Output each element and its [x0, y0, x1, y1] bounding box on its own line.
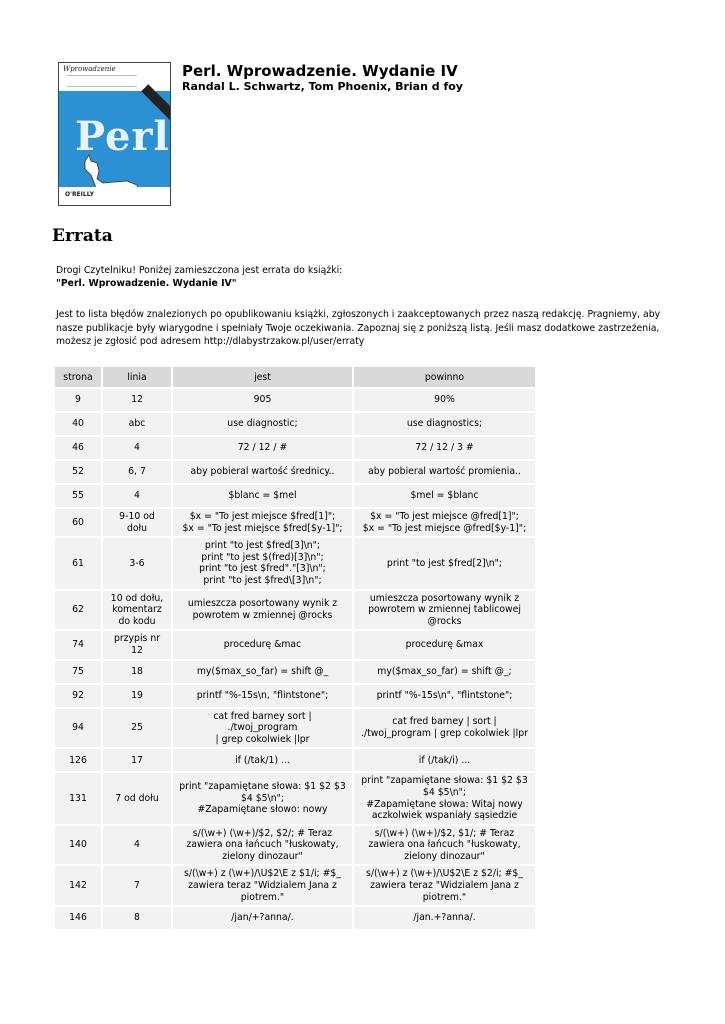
- header-linia: linia: [103, 367, 171, 387]
- line-cell: abc: [103, 413, 171, 435]
- header-powinno: powinno: [354, 367, 535, 387]
- table-row: [55, 413, 535, 435]
- errata-heading: Errata: [52, 226, 113, 246]
- page-cell: 74: [55, 631, 101, 658]
- correct-cell: if (/tak/i) ...: [354, 749, 535, 771]
- table-row: [55, 661, 535, 683]
- incorrect-cell: /jan/+?anna/.: [173, 907, 352, 929]
- line-cell: 7 od dołu: [103, 773, 171, 823]
- table-row: [55, 389, 535, 411]
- cover-header: [59, 63, 170, 91]
- correct-cell: print "zapamiętane słowa: $1 $2 $3 $4 $5\n"; #Zapamiętane słowa: Witaj nowy aczkolwiek wspaniały sąsiedzie: [354, 773, 535, 823]
- line-cell: 3-6: [103, 538, 171, 588]
- incorrect-cell: my($max_so_far) = shift @_: [173, 661, 352, 683]
- line-cell: 10 od dołu, komentarz do kodu: [103, 591, 171, 630]
- table-row: [55, 538, 535, 588]
- table-row: [55, 685, 535, 707]
- incorrect-cell: if (/tak/1) ...: [173, 749, 352, 771]
- correct-cell: $mel = $blanc: [354, 485, 535, 507]
- correct-cell: s/(\w+) (\w+)/$2, $1/; # Teraz zawiera ona łańcuch "łuskowaty, zielony dinozaur": [354, 826, 535, 865]
- line-cell: 4: [103, 437, 171, 459]
- cover-subtitle-lines: [67, 75, 137, 87]
- cover-band: [59, 91, 170, 187]
- correct-cell: use diagnostics;: [354, 413, 535, 435]
- intro-book-title: "Perl. Wprowadzenie. Wydanie IV": [56, 278, 237, 289]
- incorrect-cell: s/(\w+) (\w+)/$2, $2/; # Teraz zawiera ona łańcuch "łuskowaty, zielony dinozaur": [173, 826, 352, 865]
- correct-cell: /jan.+?anna/.: [354, 907, 535, 929]
- cover-perl-word: Perl: [75, 113, 170, 160]
- table-row: [55, 631, 535, 658]
- book-cover-image: [58, 62, 171, 206]
- incorrect-cell: 72 / 12 / #: [173, 437, 352, 459]
- line-cell: 7: [103, 866, 171, 905]
- line-cell: 18: [103, 661, 171, 683]
- incorrect-cell: print "zapamiętane słowa: $1 $2 $3 $4 $5\n"; #Zapamiętane słowo: nowy: [173, 773, 352, 823]
- line-cell: przypis nr 12: [103, 631, 171, 658]
- header-strona: strona: [55, 367, 101, 387]
- table-row: [55, 509, 535, 536]
- table-row: [55, 866, 535, 905]
- table-row: [55, 749, 535, 771]
- correct-cell: 72 / 12 / 3 #: [354, 437, 535, 459]
- page-cell: 9: [55, 389, 101, 411]
- errata-table-body: [55, 389, 535, 929]
- table-row: [55, 461, 535, 483]
- incorrect-cell: procedurę &mac: [173, 631, 352, 658]
- page-cell: 55: [55, 485, 101, 507]
- correct-cell: s/(\w+) z (\w+)/\U$2\E z $2/i; #$_ zawiera teraz "Widzialem Jana z piotrem.": [354, 866, 535, 905]
- incorrect-cell: use diagnostic;: [173, 413, 352, 435]
- correct-cell: my($max_so_far) = shift @_;: [354, 661, 535, 683]
- line-cell: 4: [103, 485, 171, 507]
- correct-cell: print "to jest $fred[2]\n";: [354, 538, 535, 588]
- intro-text: [56, 264, 342, 290]
- line-cell: 8: [103, 907, 171, 929]
- correct-cell: $x = "To jest miejsce @fred[1]"; $x = "To jest miejsce @fred[$y-1]";: [354, 509, 535, 536]
- errata-table: [53, 365, 537, 931]
- correct-cell: aby pobieral wartość promienia..: [354, 461, 535, 483]
- incorrect-cell: umieszcza posortowany wynik z powrotem w zmiennej @rocks: [173, 591, 352, 630]
- incorrect-cell: $x = "To jest miejsce $fred[1]"; $x = "To jest miejsce $fred[$y-1]";: [173, 509, 352, 536]
- page-cell: 140: [55, 826, 101, 865]
- correct-cell: umieszcza posortowany wynik z powrotem w zmiennej tablicowej @rocks: [354, 591, 535, 630]
- correct-cell: procedurę &max: [354, 631, 535, 658]
- page-cell: 60: [55, 509, 101, 536]
- correct-cell: printf "%-15s\n", "flintstone";: [354, 685, 535, 707]
- correct-cell: cat fred barney | sort | ./twoj_program | grep cokolwiek |lpr: [354, 709, 535, 748]
- cover-title: Wprowadzenie: [63, 65, 116, 73]
- incorrect-cell: 905: [173, 389, 352, 411]
- table-row: [55, 591, 535, 630]
- incorrect-cell: cat fred barney sort | ./twoj_program | grep cokolwiek |lpr: [173, 709, 352, 748]
- page-cell: 146: [55, 907, 101, 929]
- incorrect-cell: printf "%-15s\n, "flintstone";: [173, 685, 352, 707]
- incorrect-cell: $blanc = $mel: [173, 485, 352, 507]
- line-cell: 4: [103, 826, 171, 865]
- page-cell: 52: [55, 461, 101, 483]
- publisher-logo: O'REILLY: [65, 191, 94, 198]
- page-cell: 46: [55, 437, 101, 459]
- table-header-row: [55, 367, 535, 387]
- line-cell: 17: [103, 749, 171, 771]
- table-row: [55, 437, 535, 459]
- book-authors: Randal L. Schwartz, Tom Phoenix, Brian d foy: [182, 80, 463, 93]
- incorrect-cell: s/(\w+) z (\w+)/\U$2\E z $1/i; #$_ zawiera teraz "Widzialem Jana z piotrem.": [173, 866, 352, 905]
- table-row: [55, 485, 535, 507]
- book-title: Perl. Wprowadzenie. Wydanie IV: [182, 62, 458, 80]
- line-cell: 25: [103, 709, 171, 748]
- cover-footer: [59, 187, 170, 205]
- page-cell: 62: [55, 591, 101, 630]
- line-cell: 12: [103, 389, 171, 411]
- table-row: [55, 826, 535, 865]
- line-cell: 9-10 od dołu: [103, 509, 171, 536]
- page-cell: 40: [55, 413, 101, 435]
- intro-line: Drogi Czytelniku! Poniżej zamieszczona jest errata do książki:: [56, 265, 343, 276]
- table-row: [55, 709, 535, 748]
- line-cell: 6, 7: [103, 461, 171, 483]
- page-cell: 142: [55, 866, 101, 905]
- line-cell: 19: [103, 685, 171, 707]
- page-cell: 94: [55, 709, 101, 748]
- page-cell: 61: [55, 538, 101, 588]
- table-row: [55, 773, 535, 823]
- page-cell: 75: [55, 661, 101, 683]
- page-cell: 92: [55, 685, 101, 707]
- incorrect-cell: print "to jest $fred[3]\n"; print "to jest $(fred)[3]\n"; print "to jest $fred"."[3]\n"; print "to jest $fred\[3]\n";: [173, 538, 352, 588]
- header-jest: jest: [173, 367, 352, 387]
- errata-description: Jest to lista błędów znalezionych po opublikowaniu książki, zgłoszonych i zaakceptowanych przez naszą redakcję. Pragniemy, aby nasze publikacje były wiarygodne i spełniały Twoje oczekiwania. Zapoznaj się z poniższą listą. Jeśli masz dodatkowe zastrzeżenia, możesz je zgłosić pod adresem http://dlabystrzakow.pl/user/erraty: [56, 309, 661, 347]
- page-cell: 131: [55, 773, 101, 823]
- correct-cell: 90%: [354, 389, 535, 411]
- incorrect-cell: aby pobieral wartość średnicy..: [173, 461, 352, 483]
- table-row: [55, 907, 535, 929]
- page-cell: 126: [55, 749, 101, 771]
